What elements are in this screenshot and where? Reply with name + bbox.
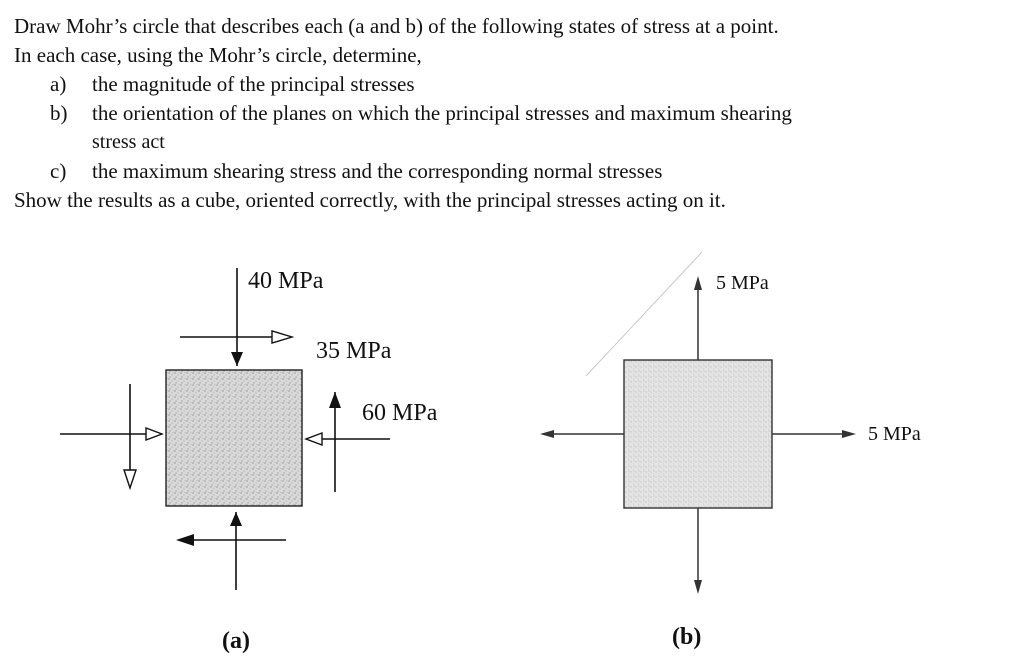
list-marker-b: b) — [50, 101, 68, 125]
label-a-shear-stress: 35 MPa — [316, 338, 392, 364]
list-text-b-continuation: stress act — [92, 131, 165, 153]
shear-left-arrowhead — [124, 470, 136, 488]
caption-a: (a) — [222, 628, 250, 654]
stress-element-b — [540, 252, 856, 594]
stress-bottom-arrowhead — [694, 580, 702, 594]
list-marker-a: a) — [50, 72, 67, 96]
list-text-c: the maximum shearing stress and the corresponding normal stresses — [92, 159, 663, 183]
shear-top-arrowhead — [272, 331, 292, 343]
normal-stress-right-arrowhead — [306, 433, 322, 445]
stress-left-arrowhead — [540, 430, 554, 438]
label-b-side-stress: 5 MPa — [868, 423, 921, 445]
shear-right-arrowhead — [329, 392, 341, 408]
stress-top-arrowhead — [694, 276, 702, 290]
caption-b: (b) — [672, 624, 702, 650]
normal-stress-left-arrowhead — [146, 428, 162, 440]
normal-stress-bottom-arrowhead — [230, 512, 242, 526]
element-square-b — [624, 360, 772, 508]
stress-element-a — [60, 268, 390, 590]
list-marker-c: c) — [50, 159, 67, 183]
list-text-b: the orientation of the planes on which the principal stresses and maximum shearing — [92, 101, 792, 125]
label-b-top-stress: 5 MPa — [716, 272, 769, 294]
faint-diagonal-line — [586, 252, 702, 376]
list-text-a: the magnitude of the principal stresses — [92, 72, 415, 96]
normal-stress-top-arrowhead — [231, 352, 243, 366]
problem-line-2: In each case, using the Mohr’s circle, determine, — [14, 43, 422, 67]
stress-right-arrowhead — [842, 430, 856, 438]
element-square-a — [166, 370, 302, 506]
label-a-side-stress: 60 MPa — [362, 400, 438, 426]
problem-line-1: Draw Mohr’s circle that describes each (a and b) of the following states of stress at a point. — [14, 14, 779, 38]
label-a-top-stress: 40 MPa — [248, 268, 324, 294]
shear-bottom-arrowhead — [176, 534, 194, 546]
problem-closing: Show the results as a cube, oriented correctly, with the principal stresses acting on it. — [14, 188, 726, 212]
